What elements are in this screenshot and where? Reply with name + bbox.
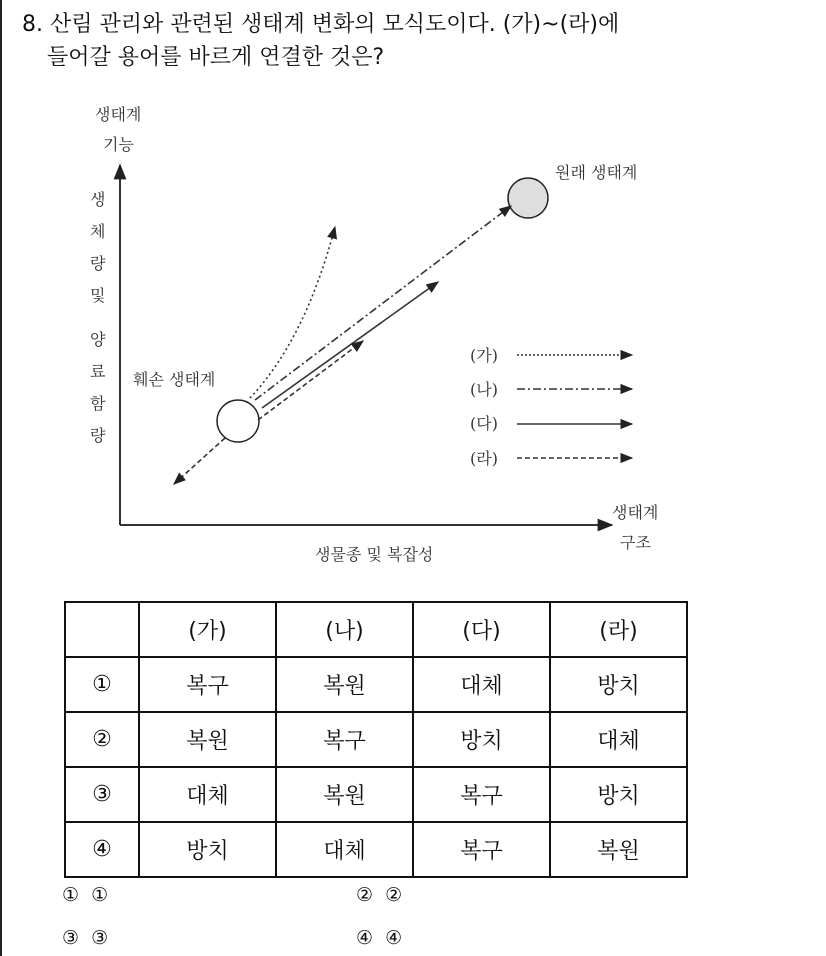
legend-label-ga: (가) (470, 346, 498, 365)
table-header-row (65, 602, 687, 657)
table-header-cell: (다) (413, 602, 550, 657)
table-cell: 복원 (276, 767, 413, 822)
y-axis-top-label: 생태계 (95, 105, 142, 124)
table-header-cell (65, 602, 139, 657)
y-axis-top-label-2: 기능 (103, 135, 134, 154)
x-axis-end-label-2: 구조 (620, 533, 651, 552)
original-ecosystem-circle (508, 178, 548, 218)
table-header-cell: (나) (276, 602, 413, 657)
choice-1-text: ① (91, 884, 109, 906)
ecosystem-diagram (0, 90, 826, 590)
degraded-ecosystem-label: 훼손 생태계 (133, 370, 216, 389)
degraded-ecosystem-circle (217, 400, 259, 442)
table-cell: 복원 (550, 822, 687, 877)
table-cell: 방치 (550, 657, 687, 712)
choice-4-mark: ④ (356, 927, 374, 949)
choice-3[interactable] (62, 927, 108, 949)
choice-4-text: ④ (385, 927, 403, 949)
x-axis-label: 생물종 및 복잡성 (315, 545, 434, 564)
legend-label-na: (나) (470, 380, 498, 399)
table-cell: 복구 (139, 657, 276, 712)
table-cell: 대체 (413, 657, 550, 712)
svg-text:양: 양 (90, 330, 106, 349)
svg-text:량: 량 (90, 426, 106, 445)
svg-text:량: 량 (90, 254, 106, 273)
table-cell: 대체 (276, 822, 413, 877)
choice-1-mark: ① (62, 884, 80, 906)
table-cell: 방치 (550, 767, 687, 822)
svg-text:함: 함 (90, 394, 106, 413)
table-cell: ③ (65, 767, 139, 822)
svg-text:체: 체 (90, 222, 106, 241)
svg-text:료: 료 (90, 362, 106, 381)
legend-label-da: (다) (470, 414, 498, 433)
table-cell: 복구 (413, 767, 550, 822)
table-cell: 대체 (139, 767, 276, 822)
svg-text:및: 및 (90, 286, 106, 305)
table-row (65, 712, 687, 767)
original-ecosystem-label: 원래 생태계 (555, 163, 638, 182)
table-cell: 방치 (413, 712, 550, 767)
choice-4[interactable] (356, 927, 402, 949)
choice-3-mark: ③ (62, 927, 80, 949)
table-row (65, 657, 687, 712)
y-axis-vertical-label (90, 190, 106, 445)
table-row (65, 822, 687, 877)
table-cell: 복구 (413, 822, 550, 877)
arrow-ra-degrade (174, 438, 225, 484)
legend-label-ra: (라) (470, 449, 498, 468)
table-header-cell: (라) (550, 602, 687, 657)
choice-2-text: ② (385, 884, 403, 906)
table-header-cell: (가) (139, 602, 276, 657)
choice-2-mark: ② (356, 884, 374, 906)
choice-1[interactable] (62, 884, 108, 906)
choice-2[interactable] (356, 884, 402, 906)
table-cell: 대체 (550, 712, 687, 767)
question-line-1: 8. 산림 관리와 관련된 생태계 변화의 모식도이다. (가)~(라)에 (22, 12, 620, 37)
question-line-2: 들어갈 용어를 바르게 연결한 것은? (47, 45, 385, 70)
table-cell: ④ (65, 822, 139, 877)
arrow-na-dashdot (255, 206, 511, 400)
table-cell: 복원 (276, 657, 413, 712)
table-cell: 방치 (139, 822, 276, 877)
x-axis-end-label: 생태계 (612, 503, 659, 522)
table-row (65, 767, 687, 822)
table-cell: 복원 (139, 712, 276, 767)
table-cell: ② (65, 712, 139, 767)
answer-table (64, 601, 688, 878)
choice-3-text: ③ (91, 927, 109, 949)
table-cell: ① (65, 657, 139, 712)
diagram-legend (470, 346, 632, 468)
table-cell: 복구 (276, 712, 413, 767)
question-text (22, 8, 812, 74)
arrow-ga-curve (250, 227, 335, 398)
arrow-ra-dashed (258, 341, 363, 420)
svg-text:생: 생 (90, 190, 106, 209)
